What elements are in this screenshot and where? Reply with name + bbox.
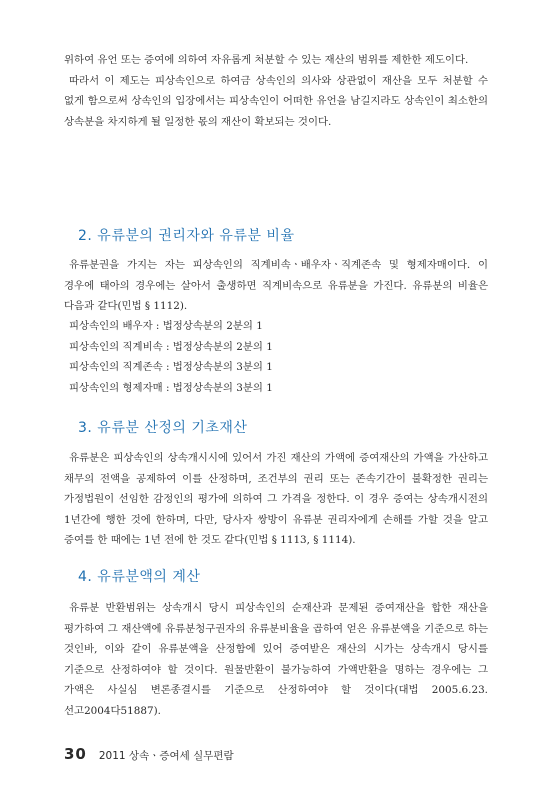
intro-paragraph-1: 위하여 유언 또는 증여에 의하여 자유롭게 처분할 수 있는 재산의 범위를 제한한 제도이다. — [64, 54, 469, 66]
list-item: 피상속인의 직계비속 : 법정상속분의 2분의 1 — [69, 340, 273, 353]
intro-block — [64, 50, 488, 132]
page-number: 30 — [64, 745, 87, 763]
list-item: 피상속인의 형제자매 : 법정상속분의 3분의 1 — [69, 381, 273, 394]
section-2-paragraph: 유류분권을 가지는 자는 피상속인의 직계비속ㆍ배우자ㆍ직계존속 및 형제자매이다. 이 경우에 태아의 경우에는 살아서 출생하면 직계비속으로 유류분을 가진다. 유류분의 비율은 다음과 같다(민법 § 1112). — [64, 259, 488, 312]
section-2-heading: 2. 유류분의 권리자와 유류분 비율 — [78, 228, 295, 244]
page-footer — [64, 745, 234, 763]
list-item: 피상속인의 직계존속 : 법정상속분의 3분의 1 — [69, 361, 273, 373]
section-4-paragraph: 유류분 반환범위는 상속개시 당시 피상속인의 순재산과 문제된 증여재산을 합한 재산을 평가하여 그 재산액에 유류분청구권자의 유류분비율을 곱하여 얻은 유류분액을 기준으로 하는 것인바, 이와 같이 유류분액을 산정함에 있어 증여받은 재산의 시가는 상속개시 당시를 기준으로 산정하여야 할 것이다. 원물반환이 불가능하여 가액반환을 명하는 경우에는 그 가액은 사실심 변론종결시를 기준으로 산정하여야 할 것이다(대법 2005.6.23.선고2004다51887). — [64, 602, 488, 717]
intro-paragraph-2: 따라서 이 제도는 피상속인으로 하여금 상속인의 의사와 상관없이 재산을 모두 처분할 수 없게 함으로써 상속인의 입장에서는 피상속인이 어떠한 유언을 남길지라도 상속인이 최소한의 상속분을 차지하게 될 일정한 몫의 재산이 확보되는 것이다. — [64, 74, 488, 128]
section-3-paragraph: 유류분은 피상속인의 상속개시시에 있어서 가진 재산의 가액에 증여재산의 가액을 가산하고 채무의 전액을 공제하여 이를 산정하며, 조건부의 권리 또는 존속기간이 불확정한 권리는 가정법원이 선임한 감정인의 평가에 의하여 그 가격을 정한다. 이 경우 증여는 상속개시전의 1년간에 행한 것에 한하며, 다만, 당사자 쌍방이 유류분 권리자에게 손해를 가할 것을 알고 증여를 한 때에는 1년 전에 한 것도 같다(민법 § 1113, § 1114). — [64, 452, 488, 546]
book-title: 2011 상속ㆍ증여세 실무편람 — [98, 750, 234, 762]
share-ratio-list — [64, 316, 273, 398]
list-item: 피상속인의 배우자 : 법정상속분의 2분의 1 — [69, 320, 263, 332]
section-4-heading: 4. 유류분액의 계산 — [78, 569, 201, 585]
section-3-heading: 3. 유류분 산정의 기초재산 — [78, 420, 248, 436]
